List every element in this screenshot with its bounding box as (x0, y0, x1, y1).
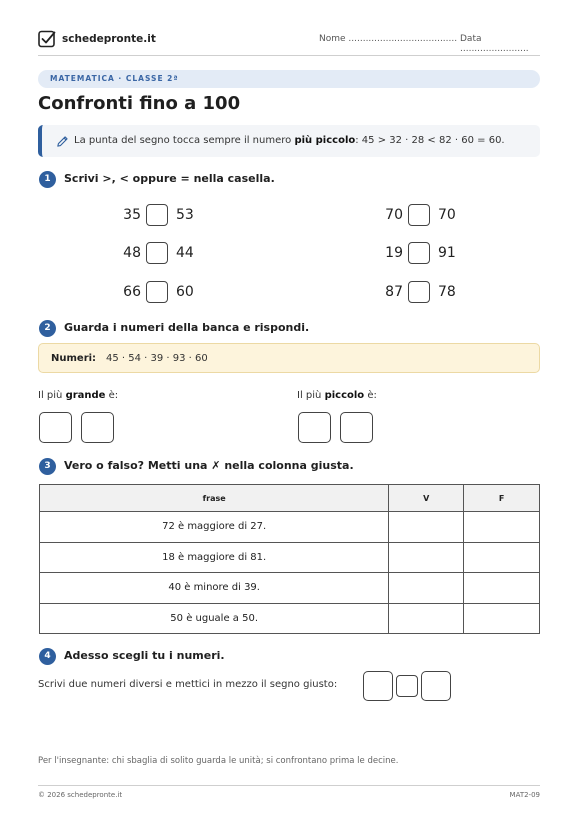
column-header-true: V (389, 485, 464, 512)
teacher-note: Per l'insegnante: chi sbaglia di solito guarda le unità; si confrontano prima le decine. (38, 756, 399, 766)
footer-code: MAT2-09 (509, 791, 540, 799)
question-biggest (38, 390, 118, 401)
section-1-badge: 1 (39, 171, 56, 188)
comparison-item (381, 281, 501, 305)
tip-text-end: : 45 > 32 · 28 < 82 · 60 = 60. (355, 135, 505, 146)
units-digit-box[interactable] (81, 412, 114, 443)
statement-cell: 50 è uguale a 50. (40, 603, 389, 634)
question-keyword: grande (65, 390, 106, 401)
comparison-item (119, 204, 239, 228)
column-header-false: F (464, 485, 540, 512)
footer-divider (38, 785, 540, 786)
comparison-item (381, 204, 501, 228)
subject-bar (38, 70, 540, 88)
table-row (40, 573, 540, 604)
section-2-title: Guarda i numeri della banca e rispondi. (64, 321, 310, 334)
question-suffix: è: (105, 390, 119, 401)
section-4-instruction: Scrivi due numeri diversi e mettici in mezzo il segno giusto: (38, 679, 338, 690)
question-smallest (297, 390, 377, 401)
number-left: 19 (385, 245, 403, 261)
true-cell[interactable] (389, 542, 464, 573)
number-right: 44 (176, 245, 194, 261)
question-prefix: Il più (38, 390, 66, 401)
true-cell[interactable] (389, 512, 464, 543)
question-keyword: piccolo (324, 390, 365, 401)
answer-box[interactable] (408, 204, 430, 226)
section-3-badge: 3 (39, 458, 56, 475)
number-bank (38, 343, 540, 373)
statement-cell: 72 è maggiore di 27. (40, 512, 389, 543)
false-cell[interactable] (464, 542, 540, 573)
false-cell[interactable] (464, 603, 540, 634)
section-1-title: Scrivi >, < oppure = nella casella. (64, 172, 275, 185)
tip-text (74, 135, 505, 146)
statement-cell: 18 è maggiore di 81. (40, 542, 389, 573)
true-cell[interactable] (389, 603, 464, 634)
number-left: 48 (123, 245, 141, 261)
pencil-icon (56, 135, 69, 148)
number-bank-label: Numeri: (51, 353, 97, 364)
section-3-title: Vero o falso? Metti una ✗ nella colonna giusta. (64, 459, 354, 472)
page-title: Confronti fino a 100 (38, 93, 241, 114)
number-right: 78 (438, 284, 456, 300)
tens-digit-box[interactable] (298, 412, 331, 443)
answer-box[interactable] (146, 204, 168, 226)
comparison-item (119, 242, 239, 266)
answer-box[interactable] (146, 242, 168, 264)
table-row (40, 512, 540, 543)
brand-name: schedepronte.it (62, 33, 156, 45)
comparison-item (381, 242, 501, 266)
number-left: 87 (385, 284, 403, 300)
number-right: 91 (438, 245, 456, 261)
tens-digit-box[interactable] (39, 412, 72, 443)
section-2-badge: 2 (39, 320, 56, 337)
false-cell[interactable] (464, 573, 540, 604)
comparison-item (119, 281, 239, 305)
column-header-statement: frase (40, 485, 389, 512)
units-digit-box[interactable] (340, 412, 373, 443)
sign-box[interactable] (396, 675, 418, 697)
subject-label: MATEMATICA · CLASSE 2ª (50, 74, 179, 83)
second-number-box[interactable] (421, 671, 451, 701)
section-4-title: Adesso scegli tu i numeri. (64, 649, 225, 662)
true-false-table (39, 484, 540, 634)
section-4-badge: 4 (39, 648, 56, 665)
question-prefix: Il più (297, 390, 325, 401)
number-left: 70 (385, 207, 403, 223)
table-row (40, 603, 540, 634)
statement-cell: 40 è minore di 39. (40, 573, 389, 604)
first-number-box[interactable] (363, 671, 393, 701)
page-header (38, 30, 540, 52)
number-right: 70 (438, 207, 456, 223)
tip-text-bold: più piccolo (294, 135, 356, 146)
question-suffix: è: (364, 390, 377, 401)
answer-box[interactable] (146, 281, 168, 303)
name-field-label: Nome ...................................... (319, 34, 458, 44)
tip-box (38, 125, 540, 157)
true-cell[interactable] (389, 573, 464, 604)
tip-text-start: La punta del segno tocca sempre il numero (74, 135, 295, 146)
answer-box[interactable] (408, 281, 430, 303)
checkbox-logo-icon (38, 30, 56, 48)
table-header-row (40, 485, 540, 512)
number-left: 66 (123, 284, 141, 300)
number-right: 60 (176, 284, 194, 300)
table-row (40, 542, 540, 573)
false-cell[interactable] (464, 512, 540, 543)
footer-copyright: © 2026 schedepronte.it (38, 791, 123, 799)
answer-box[interactable] (408, 242, 430, 264)
header-divider (38, 55, 540, 56)
date-field-label: Data ........................ (460, 34, 529, 54)
number-bank-values: 45 · 54 · 39 · 93 · 60 (106, 353, 208, 364)
number-left: 35 (123, 207, 141, 223)
number-right: 53 (176, 207, 194, 223)
